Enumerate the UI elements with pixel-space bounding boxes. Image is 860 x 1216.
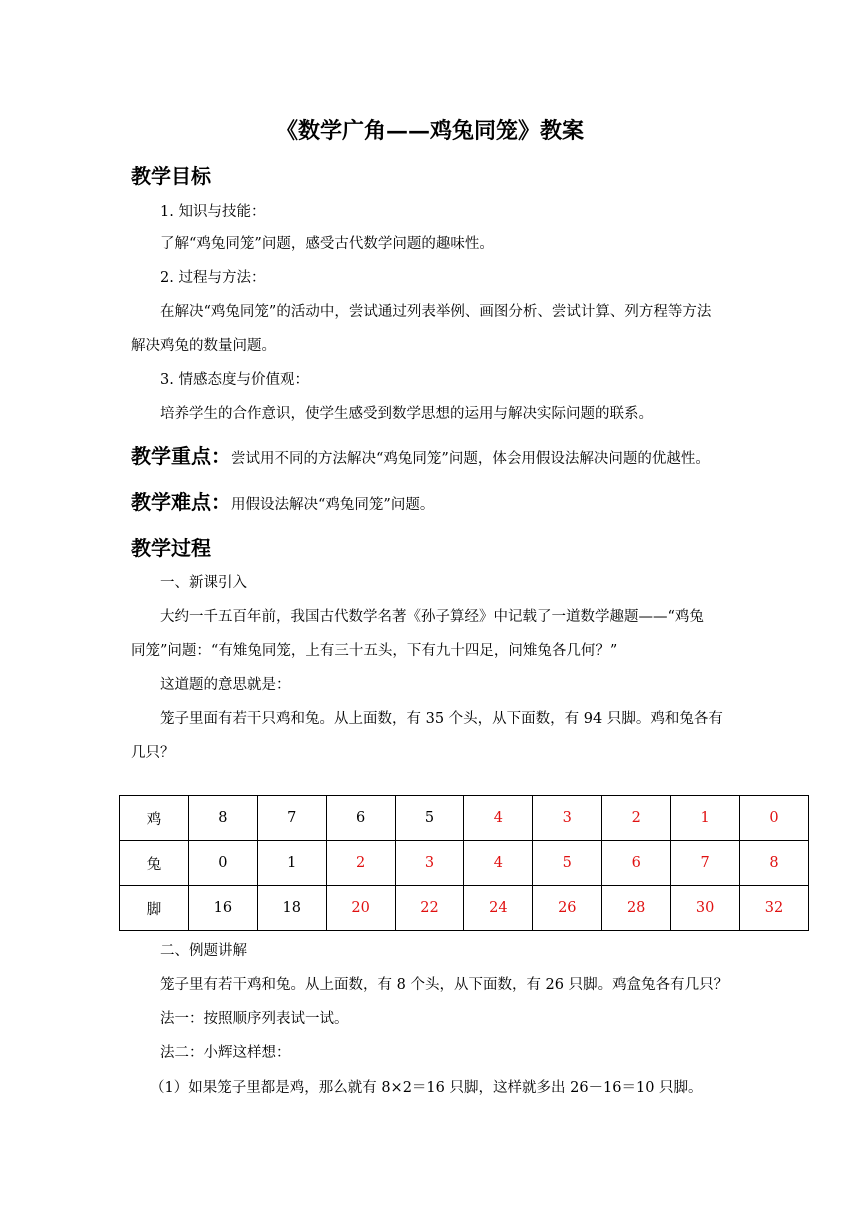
objectives-heading: 教学目标 — [131, 164, 211, 188]
table-cell: 22 — [395, 886, 464, 931]
table-cell: 6 — [602, 841, 671, 886]
table-cell: 2 — [602, 796, 671, 841]
table-cell: 7 — [671, 841, 740, 886]
intro-line-2: 同笼”问题：“有雉兔同笼，上有三十五头，下有九十四足，问雉兔各几何？” — [131, 643, 618, 659]
problem-line-1: 笼子里面有若干只鸡和兔。从上面数，有 35 个头，从下面数，有 94 只脚。鸡和兔各有 — [160, 711, 723, 727]
key-point — [131, 440, 710, 469]
key-point-label: 教学重点： — [131, 444, 231, 468]
table-row-label: 鸡 — [120, 796, 189, 841]
objective-3-label: 3. 情感态度与价值观： — [160, 372, 309, 388]
step-1: （1）如果笼子里都是鸡，那么就有 8×2＝16 只脚，这样就多出 26－16＝10 只脚。 — [150, 1080, 703, 1096]
table-cell: 18 — [257, 886, 326, 931]
chicken-rabbit-table — [119, 795, 809, 931]
example-problem: 笼子里有若干鸡和兔。从上面数，有 8 个头，从下面数，有 26 只脚。鸡盒兔各有几只？ — [160, 977, 729, 993]
table-cell: 30 — [671, 886, 740, 931]
table-cell: 0 — [188, 841, 257, 886]
key-point-text: 尝试用不同的方法解决“鸡兔同笼”问题，体会用假设法解决问题的优越性。 — [231, 451, 710, 467]
table-cell: 1 — [257, 841, 326, 886]
table-cell: 20 — [326, 886, 395, 931]
table-cell: 1 — [671, 796, 740, 841]
table-cell: 5 — [533, 841, 602, 886]
table-cell: 16 — [188, 886, 257, 931]
objective-1-text: 了解“鸡兔同笼”问题，感受古代数学问题的趣味性。 — [160, 236, 494, 252]
table-cell: 0 — [740, 796, 809, 841]
difficulty — [131, 486, 434, 515]
method-1: 法一：按照顺序列表试一试。 — [160, 1011, 349, 1027]
objective-2-text-line1: 在解决“鸡兔同笼”的活动中，尝试通过列表举例、画图分析、尝试计算、列方程等方法 — [160, 304, 712, 320]
table-cell: 8 — [740, 841, 809, 886]
table-row-rabbit — [120, 841, 809, 886]
table-cell: 8 — [188, 796, 257, 841]
table-cell: 26 — [533, 886, 602, 931]
objective-2-label: 2. 过程与方法： — [160, 270, 266, 286]
objective-3-text: 培养学生的合作意识，使学生感受到数学思想的运用与解决实际问题的联系。 — [160, 406, 653, 422]
objective-1-label: 1. 知识与技能： — [160, 204, 266, 220]
table-cell: 2 — [326, 841, 395, 886]
table-cell: 3 — [395, 841, 464, 886]
table-cell: 24 — [464, 886, 533, 931]
table-cell: 7 — [257, 796, 326, 841]
intro-line-1: 大约一千五百年前，我国古代数学名著《孙子算经》中记载了一道数学趣题——“鸡兔 — [160, 609, 704, 625]
difficulty-text: 用假设法解决“鸡兔同笼”问题。 — [231, 497, 435, 513]
problem-line-2: 几只？ — [131, 745, 175, 761]
table-cell: 4 — [464, 796, 533, 841]
table-cell: 4 — [464, 841, 533, 886]
meaning-text: 这道题的意思就是： — [160, 677, 291, 693]
table-row-label: 脚 — [120, 886, 189, 931]
difficulty-label: 教学难点： — [131, 490, 231, 514]
table-row-chicken — [120, 796, 809, 841]
section-2-title: 二、例题讲解 — [160, 943, 247, 959]
process-heading: 教学过程 — [131, 536, 211, 560]
table-cell: 32 — [740, 886, 809, 931]
section-1-title: 一、新课引入 — [160, 575, 247, 591]
table-row-label: 兔 — [120, 841, 189, 886]
method-2: 法二：小辉这样想： — [160, 1045, 291, 1061]
table-cell: 6 — [326, 796, 395, 841]
table-cell: 3 — [533, 796, 602, 841]
objective-2-text-line2: 解决鸡兔的数量问题。 — [131, 338, 276, 354]
table-cell: 28 — [602, 886, 671, 931]
table-row-feet — [120, 886, 809, 931]
table-cell: 5 — [395, 796, 464, 841]
document-title: 《数学广角——鸡兔同笼》教案 — [275, 118, 584, 144]
